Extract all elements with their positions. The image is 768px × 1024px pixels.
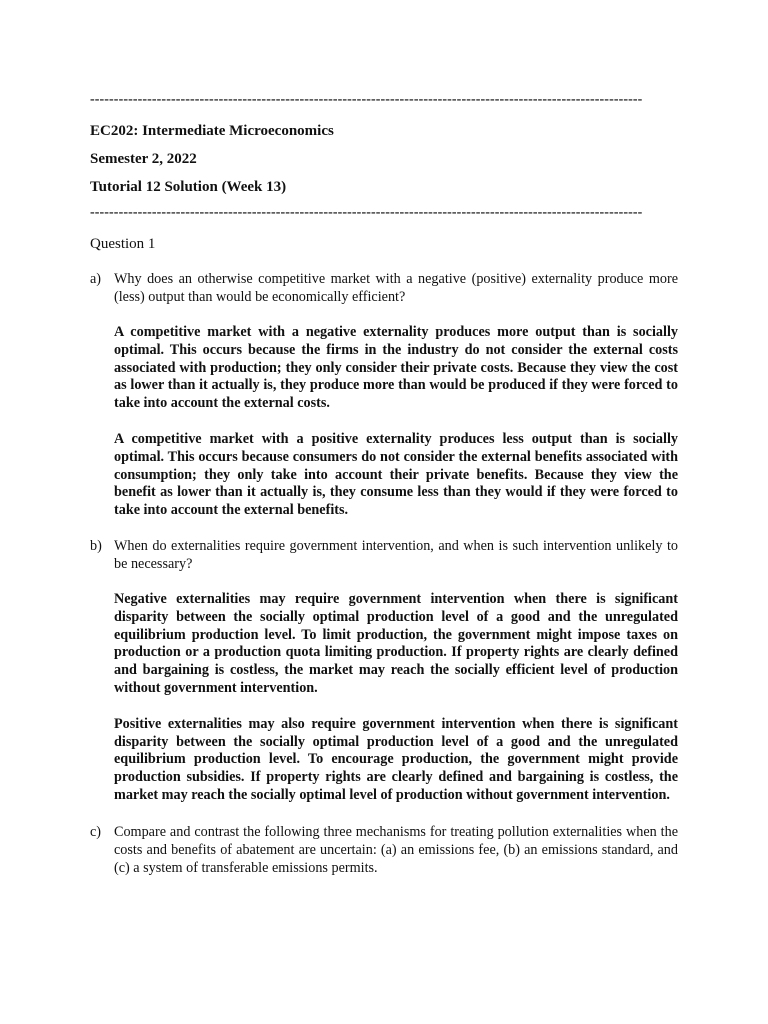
part-question-text: Compare and contrast the following three mechanisms for treating pollution externalities when the costs and benefits of abatement are uncertain: (a) an emissions fee, (b) an emissions standard, and (c) a system of transferable emissions permits. [114,823,678,876]
document-page [90,92,678,877]
answer-paragraph: Positive externalities may also require government intervention when there is significant disparity between the socially optimal production level of a good and the unregulated equilibrium production level. To encourage production, the government might provide production subsidies. If property rights are clearly defined and bargaining is costless, the market may reach the socially optimal level of production without government intervention. [114,715,678,803]
part-marker: c) [90,823,102,840]
question-part-c [90,823,678,877]
part-marker: b) [90,537,102,554]
answer-paragraph: A competitive market with a negative externality produces more output than is socially optimal. This occurs because the firms in the industry do not consider the external costs associated with production; they only consider their private costs. Because they view the cost as lower than it actually is, they produce more than would be produced if they were forced to take into account the external costs. [114,324,678,412]
tutorial-title: Tutorial 12 Solution (Week 13) [90,179,287,195]
part-question-text: When do externalities require government intervention, and when is such intervention unlikely to be necessary? [114,537,678,572]
answer-paragraph: A competitive market with a positive externality produces less output than is socially optimal. This occurs because consumers do not consider the external benefits associated with consumption; they only take into account their private benefits. Because they view the benefit as lower than it actually is, they consume less than they would if they were forced to take into account the external benefits. [114,430,678,519]
bottom-separator: -------------------------------------------------------------------------------------------------------------------- [90,205,643,220]
part-question-text: Why does an otherwise competitive market with a negative (positive) externality produce more (less) output than would be economically efficient? [114,271,678,305]
question-part-a [90,270,678,520]
course-title: EC202: Intermediate Microeconomics [90,123,334,139]
answer-paragraph: Negative externalities may require government intervention when there is significant disparity between the socially optimal production level of a good and the unregulated equilibrium production level. To limit production, the government might impose taxes on production or a production quota limiting production. If property rights are clearly defined and bargaining is costless, the market may reach the socially efficient level of production without government intervention. [114,590,678,696]
semester-label: Semester 2, 2022 [90,151,197,167]
question-title: Question 1 [90,236,156,252]
question-part-b [90,537,678,805]
part-marker: a) [90,271,102,287]
top-separator: -------------------------------------------------------------------------------------------------------------------- [90,92,643,107]
